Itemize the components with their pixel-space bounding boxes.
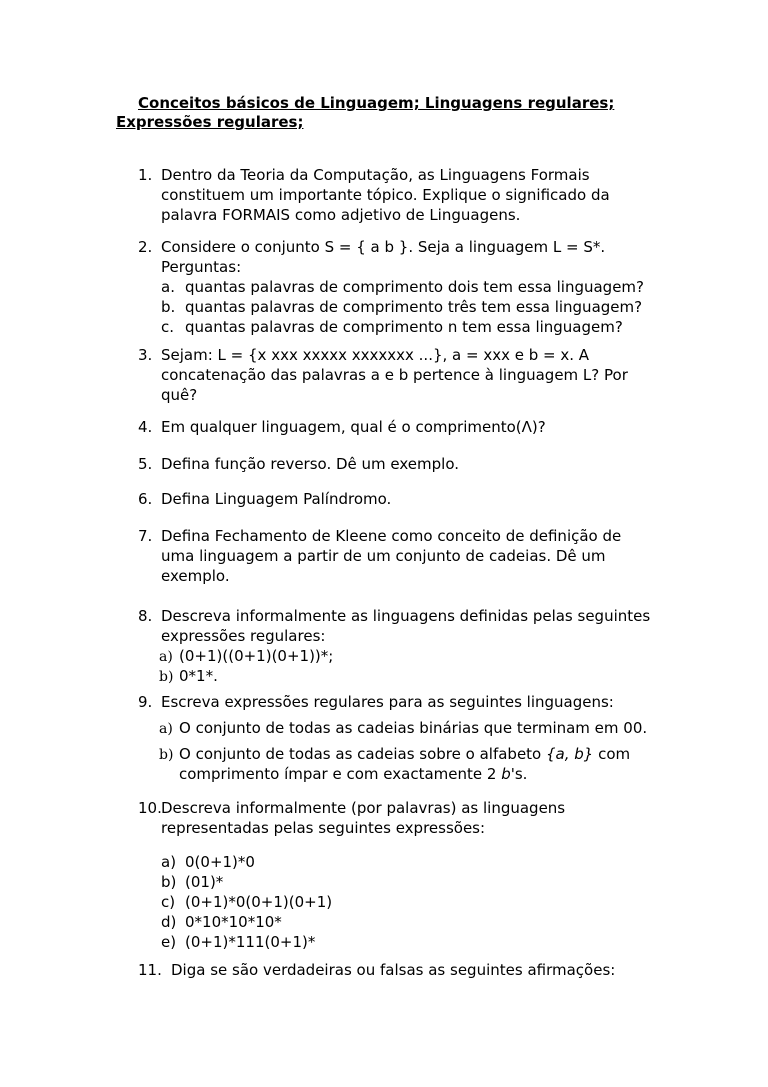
- question-number: 5.: [138, 455, 153, 473]
- question-text: Defina Linguagem Palíndromo.: [161, 490, 392, 508]
- sub-item: a) (0+1)((0+1)(0+1))*;: [159, 647, 334, 665]
- question-text: palavra FORMAIS como adjetivo de Linguagens.: [161, 206, 521, 224]
- page-title-line-1: Conceitos básicos de Linguagem; Linguagens regulares;: [138, 94, 615, 112]
- question-number: 6.: [138, 490, 153, 508]
- sub-item: b. quantas palavras de comprimento três tem essa linguagem?: [161, 298, 643, 316]
- sub-item: c) (0+1)*0(0+1)(0+1): [161, 893, 333, 911]
- question-text: Perguntas:: [161, 258, 242, 276]
- sub-item: b) O conjunto de todas as cadeias sobre o alfabeto {a, b} com: [159, 745, 631, 763]
- question-text: concatenação das palavras a e b pertence à linguagem L? Por: [161, 366, 628, 384]
- question-number: 8.: [138, 607, 153, 625]
- question-number: 7.: [138, 527, 153, 545]
- sub-item: b) (01)*: [161, 873, 224, 891]
- question-text: Sejam: L = {x xxx xxxxx xxxxxxx ...}, a = xxx e b = x. A: [161, 346, 590, 364]
- question-text: quê?: [161, 386, 198, 404]
- question-text: exemplo.: [161, 567, 230, 585]
- question-number: 4.: [138, 418, 153, 436]
- question-text: Considere o conjunto S = { a b }. Seja a linguagem L = S*.: [161, 238, 606, 256]
- question-text: expressões regulares:: [161, 627, 326, 645]
- question-number: 3.: [138, 346, 153, 364]
- question-text: Dentro da Teoria da Computação, as Linguagens Formais: [161, 166, 590, 184]
- question-text: Descreva informalmente (por palavras) as linguagens: [161, 799, 566, 817]
- question-text: Defina função reverso. Dê um exemplo.: [161, 455, 460, 473]
- question-text: Escreva expressões regulares para as seguintes linguagens:: [161, 693, 614, 711]
- sub-item: c. quantas palavras de comprimento n tem essa linguagem?: [161, 318, 623, 336]
- question-number: 2.: [138, 238, 153, 256]
- question-text: Em qualquer linguagem, qual é o comprimento(Λ)?: [161, 418, 546, 436]
- question-text: uma linguagem a partir de um conjunto de cadeias. Dê um: [161, 547, 606, 565]
- sub-item: e) (0+1)*111(0+1)*: [161, 933, 316, 951]
- question-text: Defina Fechamento de Kleene como conceito de definição de: [161, 527, 622, 545]
- question-number: 10.: [138, 799, 162, 817]
- sub-item: b) 0*1*.: [159, 667, 218, 685]
- question-text: representadas pelas seguintes expressões:: [161, 819, 486, 837]
- sub-item: d) 0*10*10*10*: [161, 913, 282, 931]
- sub-item: a. quantas palavras de comprimento dois tem essa linguagem?: [161, 278, 645, 296]
- sub-item: a) 0(0+1)*0: [161, 853, 255, 871]
- question-text: constituem um importante tópico. Explique o significado da: [161, 186, 610, 204]
- sub-item: a) O conjunto de todas as cadeias binárias que terminam em 00.: [159, 719, 648, 737]
- question-text: Diga se são verdadeiras ou falsas as seguintes afirmações:: [171, 961, 616, 979]
- page-title-line-2: Expressões regulares;: [116, 113, 304, 131]
- question-number: 1.: [138, 166, 153, 184]
- question-text: comprimento ímpar e com exactamente 2 b's.: [179, 765, 528, 783]
- question-text: Descreva informalmente as linguagens definidas pelas seguintes: [161, 607, 651, 625]
- question-number: 11.: [138, 961, 162, 979]
- question-number: 9.: [138, 693, 153, 711]
